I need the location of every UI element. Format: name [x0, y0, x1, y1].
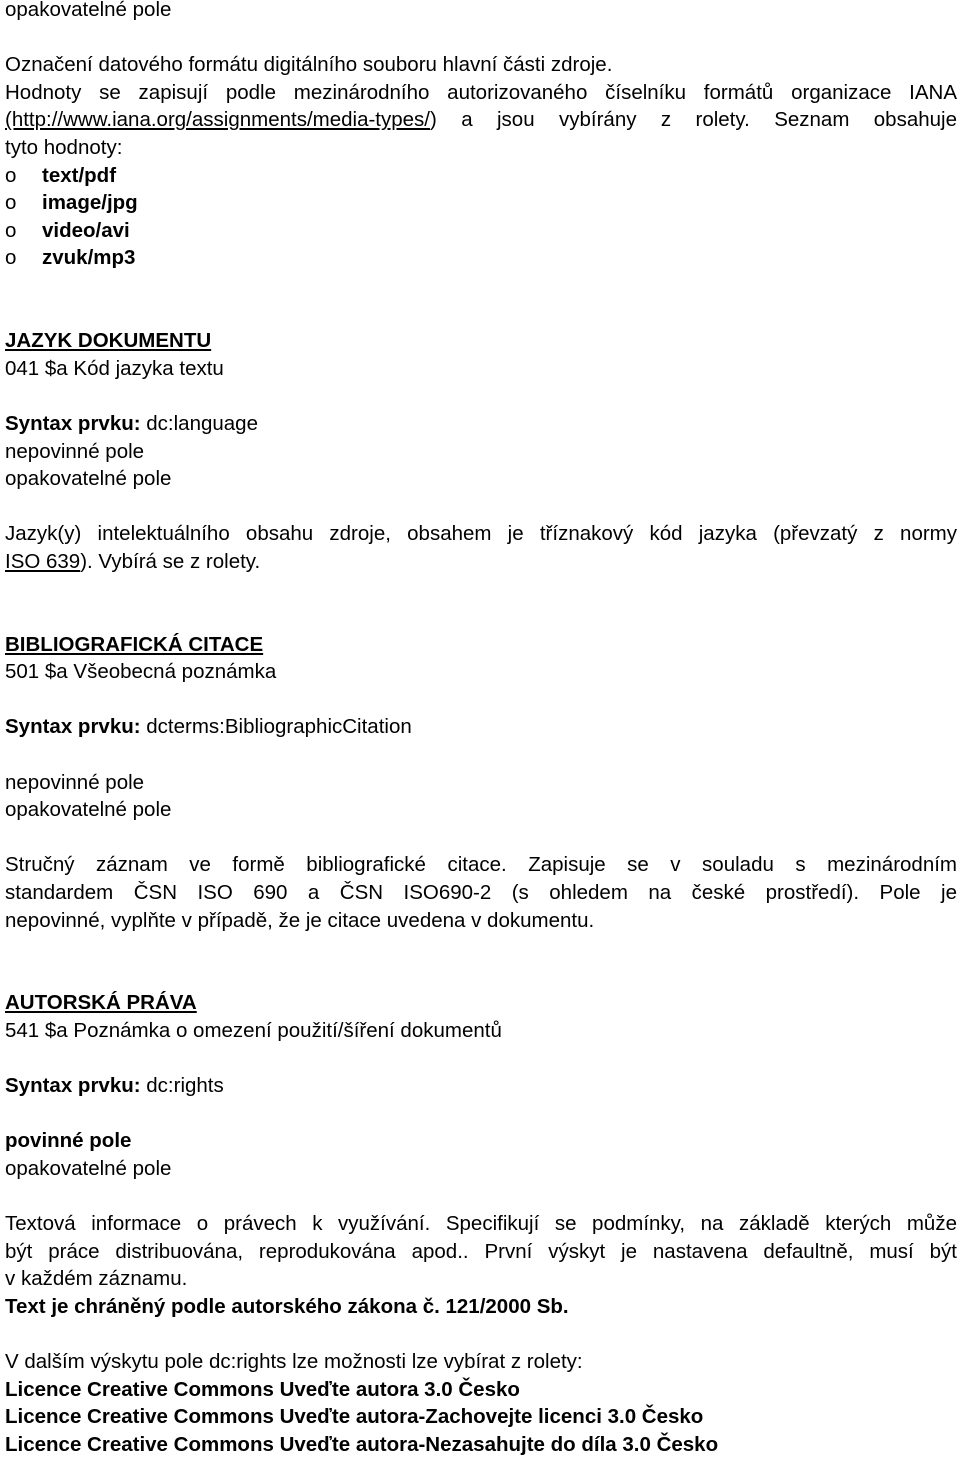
iana-link[interactable]: (http://www.iana.org/assignments/media-types/: [5, 108, 430, 132]
citation-repeatable-field: opakovatelné pole: [5, 798, 172, 822]
format-value: video/avi: [42, 218, 130, 242]
license-option: Licence Creative Commons Uveďte autora-Nezasahujte do díla 3.0 Česko: [5, 1432, 719, 1456]
language-description-line1: Jazyk(y) intelektuálního obsahu zdroje, obsahem je tříznakový kód jazyka (převzatý z normy: [5, 522, 957, 546]
citation-description-line2: standardem ČSN ISO 690 a ČSN ISO690-2 (s ohledem na české prostředí). Pole je: [5, 881, 957, 904]
license-option: Licence Creative Commons Uveďte autora 3.0 Česko: [5, 1377, 520, 1401]
format-value-item: [5, 244, 957, 272]
citation-code: 501 $a Všeobecná poznámka: [5, 660, 277, 684]
citation-syntax: [5, 713, 957, 741]
rights-description-line3: v každém záznamu.: [5, 1267, 188, 1291]
rights-heading: AUTORSKÁ PRÁVA: [5, 991, 197, 1015]
citation-optional-field: nepovinné pole: [5, 770, 145, 794]
citation-description-line1: Stručný záznam ve formě bibliografické citace. Zapisuje se v souladu s mezinárodním: [5, 853, 957, 877]
bullet-marker: o: [5, 163, 17, 187]
bullet-marker: o: [5, 191, 17, 215]
format-description-line3-rest: ) a jsou vybírány z rolety. Seznam obsahuje: [430, 108, 957, 132]
format-description-line2: Hodnoty se zapisují podle mezinárodního autorizovaného číselníku formátů organizace IANA: [5, 80, 957, 104]
language-repeatable-field: opakovatelné pole: [5, 467, 172, 491]
language-syntax: [5, 410, 957, 438]
syntax-value: dc:rights: [140, 1074, 224, 1098]
bullet-marker: o: [5, 246, 17, 270]
language-optional-field: nepovinné pole: [5, 439, 145, 463]
language-description-rest: ). Vybírá se z rolety.: [80, 549, 261, 573]
syntax-label: Syntax prvku:: [5, 1074, 141, 1098]
format-value: image/jpg: [42, 191, 138, 215]
format-description-line3: [5, 106, 957, 134]
rights-syntax: [5, 1072, 957, 1100]
rights-next-occurrence-note: V dalším výskytu pole dc:rights lze možnosti lze vybírat z rolety:: [5, 1350, 583, 1374]
language-heading: JAZYK DOKUMENTU: [5, 329, 212, 353]
syntax-label: Syntax prvku:: [5, 411, 141, 435]
iso-639-reference: ISO 639: [5, 549, 81, 573]
format-value-item: [5, 217, 957, 245]
rights-code: 541 $a Poznámka o omezení použití/šíření dokumentů: [5, 1018, 502, 1042]
format-value-item: [5, 162, 957, 190]
citation-heading: BIBLIOGRAFICKÁ CITACE: [5, 632, 264, 656]
format-description-line1: Označení datového formátu digitálního souboru hlavní části zdroje.: [5, 53, 613, 77]
rights-description-line2: být práce distribuována, reprodukována apod.. První výskyt je nastavena defaultně, musí být: [5, 1239, 957, 1263]
copyright-law-note: Text je chráněný podle autorského zákona č. 121/2000 Sb.: [5, 1294, 569, 1318]
syntax-value: dc:language: [140, 411, 258, 435]
citation-description-line3: nepovinné, vyplňte v případě, že je citace uvedena v dokumentu.: [5, 908, 595, 932]
rights-description-line1: Textová informace o právech k využívání. Specifikují se podmínky, na základě kterých může: [5, 1212, 957, 1236]
bullet-marker: o: [5, 218, 17, 242]
language-description-line2: [5, 548, 957, 576]
rights-repeatable-field: opakovatelné pole: [5, 1156, 172, 1180]
format-value: text/pdf: [42, 163, 117, 187]
language-code: 041 $a Kód jazyka textu: [5, 356, 224, 380]
format-value-item: [5, 189, 957, 217]
document: [5, 0, 957, 1458]
rights-mandatory-field: povinné pole: [5, 1129, 132, 1153]
top-field-repeatable: opakovatelné pole: [5, 0, 172, 21]
syntax-value: dcterms:BibliographicCitation: [140, 715, 412, 739]
syntax-label: Syntax prvku:: [5, 715, 141, 739]
format-value: zvuk/mp3: [42, 246, 136, 270]
format-description-line4: tyto hodnoty:: [5, 135, 123, 159]
license-option: Licence Creative Commons Uveďte autora-Zachovejte licenci 3.0 Česko: [5, 1405, 704, 1429]
